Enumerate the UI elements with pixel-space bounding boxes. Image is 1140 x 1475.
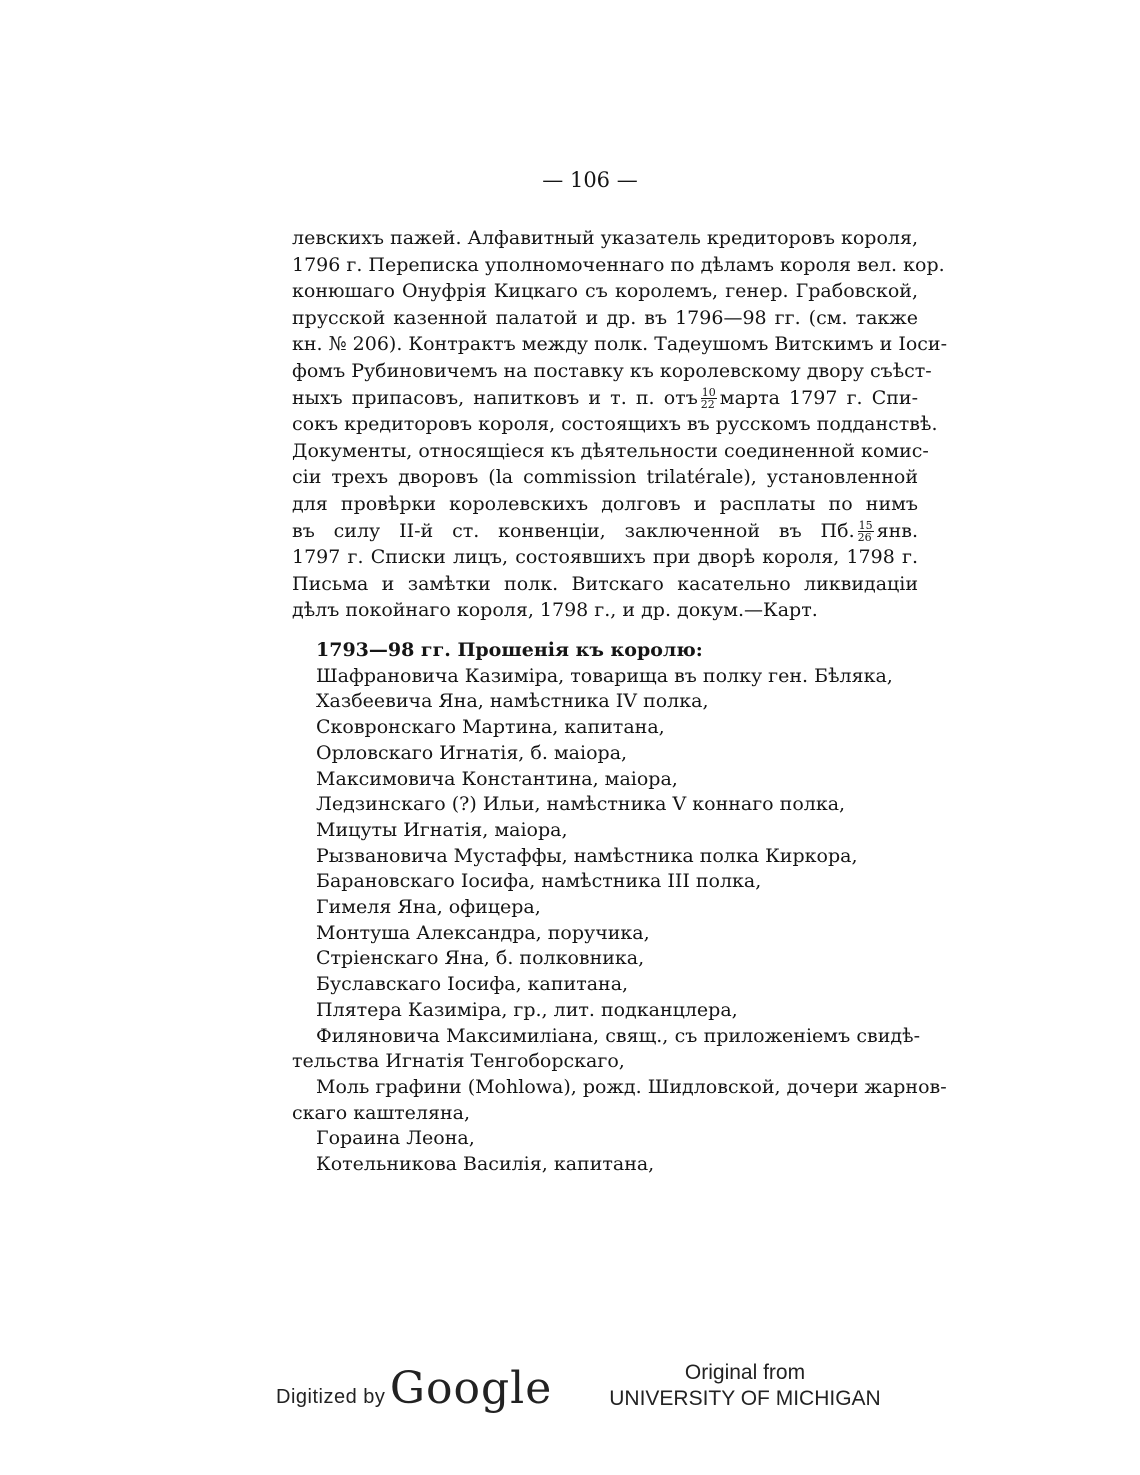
paragraph-line: прусской казенной палатой и др. въ 1796—98 гг. (см. также (292, 306, 918, 329)
date-fraction (858, 520, 874, 543)
list-item: Барановскаго Іосифа, намѣстника III полка, (316, 870, 762, 893)
paragraph-line: фомъ Рубиновичемъ на поставку къ королевскому двору съѣст- (292, 359, 932, 382)
list-item: Рызвановича Мустаффы, намѣстника полка Киркора, (316, 844, 858, 867)
paragraph-line: конюшаго Онуфрія Кицкаго съ королемъ, генер. Грабовской, (292, 280, 918, 303)
fraction-numerator: 15 (858, 519, 873, 533)
list-item: Стріенскаго Яна, б. полковника, (316, 947, 645, 970)
list-item-line: Моль графини (Mohlowa), рожд. Шидловской, дочери жарнов- (316, 1075, 947, 1098)
list-item: Буславскаго Іосифа, капитана, (316, 973, 629, 996)
paragraph-line: 1796 г. Переписка уполномоченнаго по дѣламъ короля вел. кор. (292, 253, 945, 276)
original-from-text: Original from (684, 1361, 806, 1384)
line-text: янв. (876, 519, 918, 542)
paragraph-line: Письма и замѣтки полк. Витскаго касательно ликвидаціи (292, 572, 918, 595)
list-item: Хазбеевича Яна, намѣстника IV полка, (316, 690, 709, 713)
paragraph-line-with-fraction (292, 518, 918, 545)
list-item: Монтуша Александра, поручика, (316, 921, 650, 944)
list-item: Мицуты Игнатія, маіора, (316, 818, 568, 841)
paragraph-line: сіи трехъ дворовъ (la commission trilatérale), установленной (292, 466, 918, 489)
list-item: Гораина Леона, (316, 1127, 475, 1150)
list-item-wrapped (292, 1075, 947, 1126)
list-item: Орловскаго Игнатія, б. маіора, (316, 741, 628, 764)
list-item-wrapped (292, 1024, 920, 1075)
fraction-denominator: 26 (857, 531, 872, 545)
paragraph-line-with-fraction (292, 385, 918, 412)
paragraph-line: 1797 г. Списки лицъ, состоявшихъ при дворѣ короля, 1798 г. (292, 546, 918, 569)
list-item: Гимеля Яна, офицера, (316, 896, 541, 919)
original-from-watermark (600, 1360, 890, 1412)
date-fraction (701, 387, 717, 410)
main-paragraph (292, 225, 947, 624)
line-text: ныхъ припасовъ, напитковъ и т. п. отъ (292, 386, 698, 409)
section-heading: 1793—98 гг. Прошенія къ королю: (316, 639, 703, 661)
paragraph-line: сокъ кредиторовъ короля, состоящихъ въ русскомъ подданствѣ. (292, 413, 938, 436)
paragraph-line: левскихъ пажей. Алфавитный указатель кредиторовъ короля, (292, 227, 918, 249)
paragraph-line: кн. № 206). Контрактъ между полк. Тадеушомъ Витскимъ и Іоси- (292, 333, 947, 356)
paragraph-line: Документы, относящіеся къ дѣятельности соединенной комис- (292, 439, 929, 462)
list-item-line: скаго каштеляна, (292, 1101, 470, 1124)
list-item: Плятера Казиміра, гр., лит. подканцлера, (316, 998, 738, 1021)
list-item: Максимовича Константина, маіора, (316, 767, 678, 790)
list-item: Ледзинскаго (?) Ильи, намѣстника V коннаго полка, (316, 793, 846, 816)
line-text: марта 1797 г. Спи- (719, 386, 918, 409)
paragraph-line: дѣлъ покойнаго короля, 1798 г., и др. докум.—Карт. (292, 599, 818, 622)
university-text: UNIVERSITY OF MICHIGAN (609, 1387, 881, 1410)
fraction-numerator: 10 (701, 386, 716, 400)
list-item: Сковронскаго Мартина, капитана, (316, 716, 665, 739)
google-logo: Google (389, 1363, 553, 1414)
list-item-line: Филяновича Максимиліана, свящ., съ приложеніемъ свидѣ- (316, 1024, 920, 1047)
paragraph-line: для провѣрки королевскихъ долговъ и расплаты по нимъ (292, 492, 918, 515)
list-item: Котельникова Василія, капитана, (316, 1153, 655, 1176)
list-item: Шафрановича Казиміра, товарища въ полку ген. Бѣляка, (316, 664, 893, 687)
digitized-by-text: Digitized by (276, 1386, 386, 1408)
digitized-by-watermark (276, 1363, 552, 1414)
page-number: — 106 — (542, 168, 638, 192)
petitions-section (292, 638, 947, 1178)
line-text: въ силу II-й ст. конвенціи, заключенной въ Пб. (292, 519, 855, 542)
list-item-line: тельства Игнатія Тенгоборскаго, (292, 1050, 625, 1073)
fraction-denominator: 22 (700, 398, 715, 412)
